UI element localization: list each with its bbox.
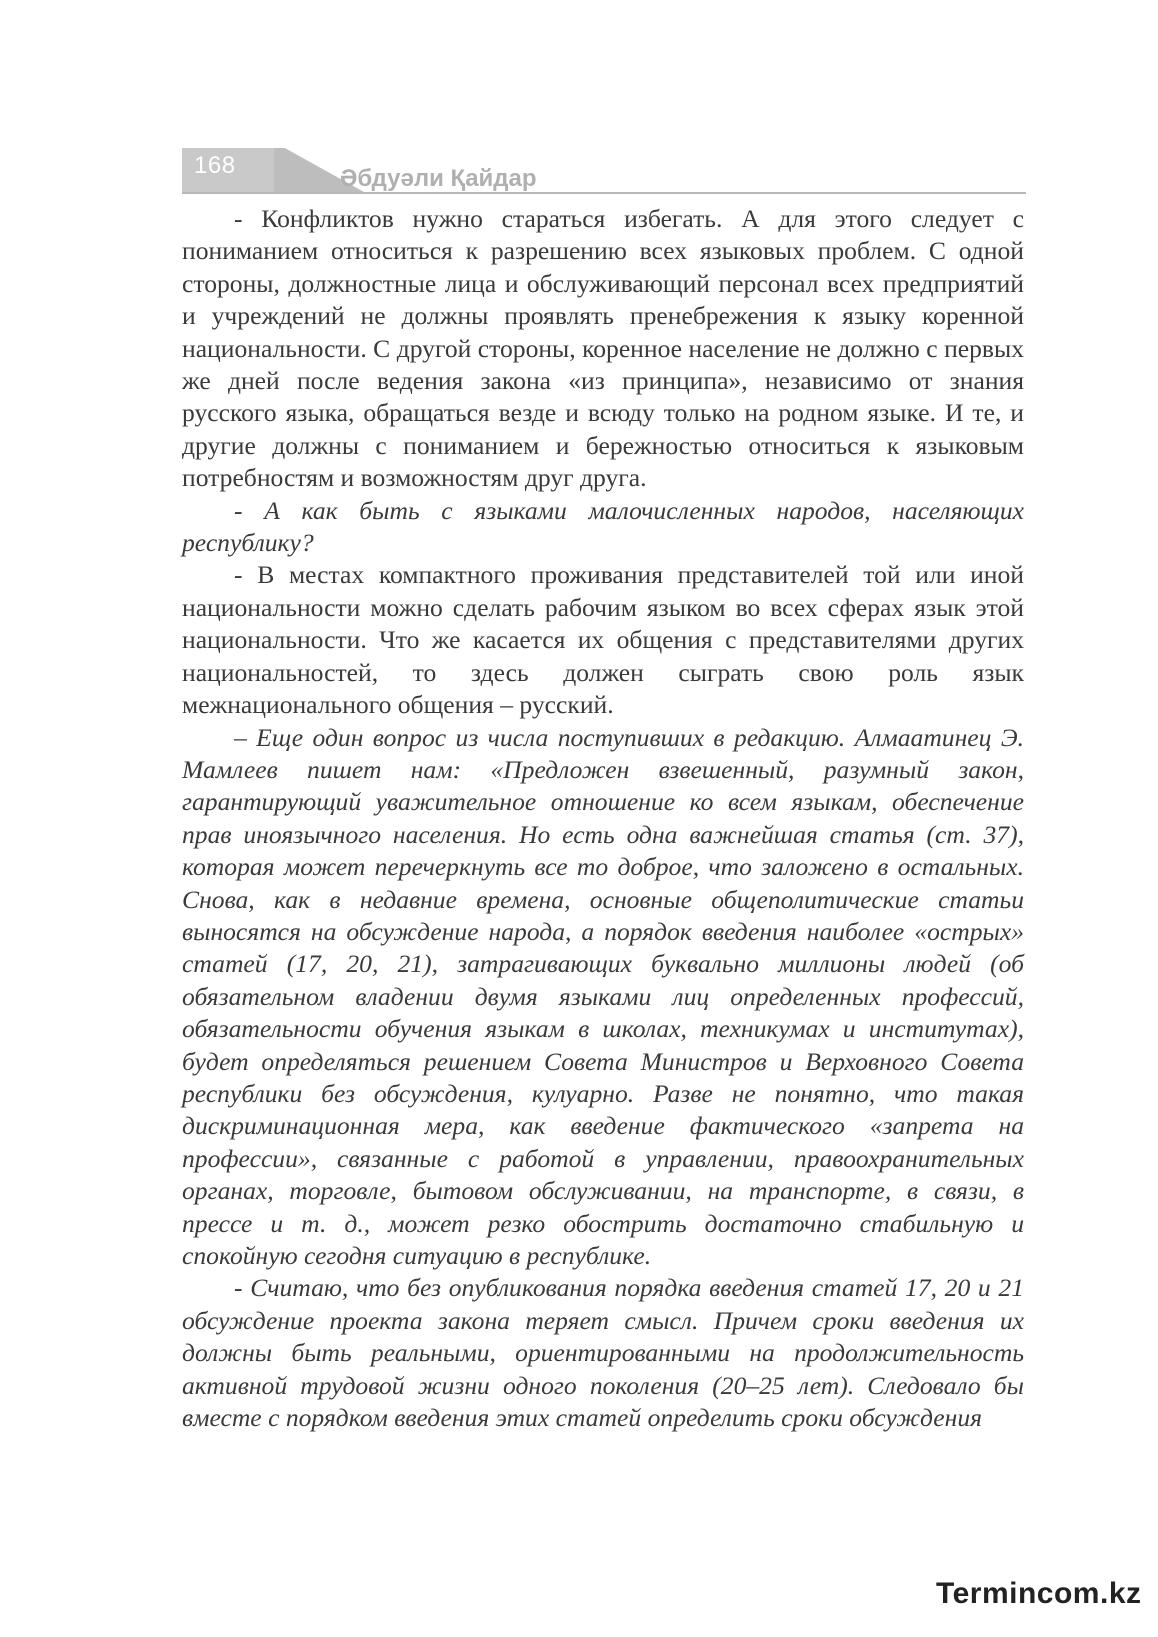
paragraph-question: – Еще один вопрос из числа поступивших в редакцию. Алмаатинец Э. Мамлеев пишет нам: «Предложен взвешенный, разумный закон, гарантирующий уважительное отношение ко всем языкам, обеспечение прав иноязычного населения. Но есть одна важнейшая статья (ст. 37), которая может перечеркнуть все то доброе, что заложено в остальных. Снова, как в недавние времена, основные общеполитические статьи выносятся на обсуждение народа, а порядок введения наиболее «острых» статей (17, 20, 21), затрагивающих буквально миллионы людей (об обязательном владении двумя языками лиц определенных профессий, обязательности обучения языкам в школах, техникумах и институтах), будет определяться решением Совета Министров и Верховного Совета республики без обсуждения, кулуарно. Разве не понятно, что такая дискриминационная мера, как введение фактического «запрета на профессии», связанные с работой в управлении, правоохранительных органах, торговле, бытовом обслуживании, на транспорте, в связи, в прессе и т. д., может резко обострить достаточно стабильную и спокойную сегодня ситуацию в республике. bbox=[182, 722, 1024, 1270]
page-number: 168 bbox=[194, 152, 236, 179]
paragraph-question: - А как быть с языками малочисленных народов, населяющих республику? bbox=[182, 495, 1024, 558]
body-text bbox=[182, 203, 1024, 1434]
watermark-text: Termincom.kz bbox=[936, 1577, 1142, 1610]
paragraph: - В местах компактного проживания представителей той или иной национальности можно сделать рабочим языком во всех сферах язык этой национальности. Что же касается их общения с представителями других национальностей, то здесь должен сыграть свою роль язык межнационального общения – русский. bbox=[182, 560, 1024, 720]
page-header bbox=[182, 148, 1026, 194]
paragraph: - Конфликтов нужно стараться избегать. А для этого следует с пониманием относиться к разрешению всех языковых проблем. С одной стороны, должностные лица и обслуживающий персонал всех предприятий и учреждений не должны проявлять пренебрежения к языку коренной национальности. С другой стороны, коренное население не должно с первых же дней после ведения закона «из принципа», независимо от знания русского языка, обращаться везде и всюду только на родном языке. И те, и другие должны с пониманием и бережностью относиться к языковым потребностям и возможностям друг друга. bbox=[182, 204, 1024, 493]
watermark-logo bbox=[936, 1577, 1146, 1621]
running-head-author: Әбдуәли Қайдар bbox=[340, 165, 537, 192]
header-rule bbox=[182, 192, 1026, 194]
paragraph-quote: - Считаю, что без опубликования порядка введения статей 17, 20 и 21 обсуждение проекта закона теряет смысл. Причем сроки введения их должны быть реальными, ориентированными на продолжительность активной трудовой жизни одного поколения (20–25 лет). Следовало бы вместе с порядком введения этих статей определить сроки обсуждения bbox=[182, 1273, 1024, 1433]
